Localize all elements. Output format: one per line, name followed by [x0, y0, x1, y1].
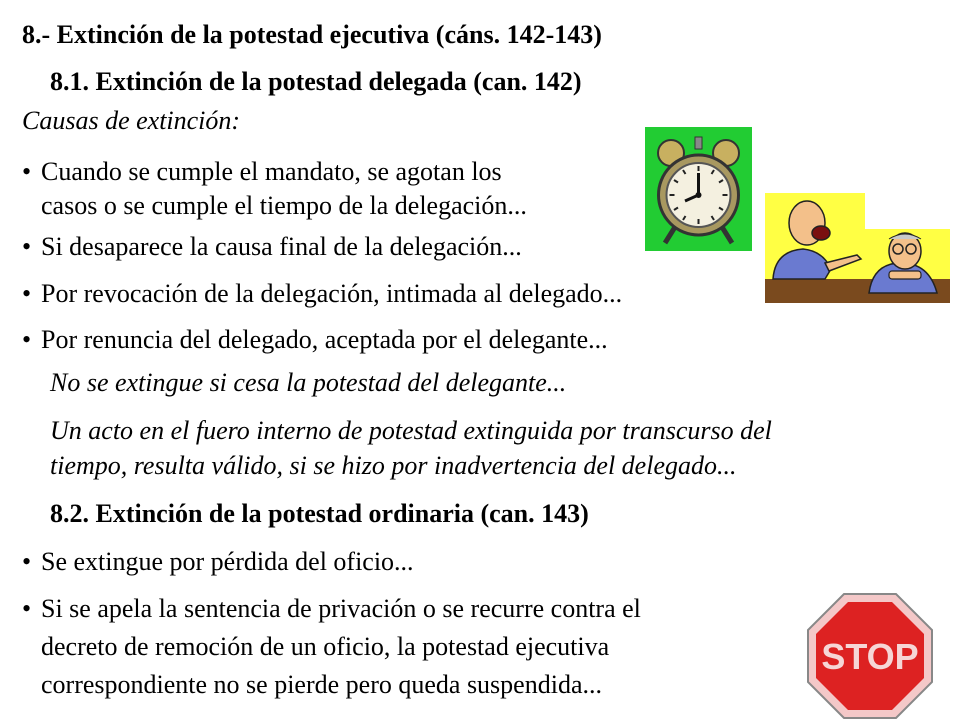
slide-title: 8.- Extinción de la potestad ejecutiva (cáns. 142-143): [22, 20, 602, 49]
bullet-5: • Se extingue por pérdida del oficio...: [22, 547, 414, 577]
arguing-men-icon: [765, 193, 950, 303]
bullet-1-line-1: • Cuando se cumple el mandato, se agotan los: [22, 157, 502, 187]
bullet-6-line-2: decreto de remoción de un oficio, la potestad ejecutiva: [41, 632, 610, 661]
alarm-clock-icon: [645, 127, 752, 251]
causes-label: Causas de extinción:: [22, 106, 241, 135]
note-1: No se extingue si cesa la potestad del delegante...: [50, 368, 567, 397]
section2-title: 8.2. Extinción de la potestad ordinaria (can. 143): [50, 499, 589, 528]
bullet-6-line-1: • Si se apela la sentencia de privación o se recurre contra el: [22, 594, 641, 624]
stop-sign-text: STOP: [821, 636, 919, 677]
bullet-3: • Por revocación de la delegación, intimada al delegado...: [22, 279, 622, 309]
bullet-1-line-2: casos o se cumple el tiempo de la delegación...: [41, 191, 527, 220]
note-2-line-1: Un acto en el fuero interno de potestad extinguida por transcurso del: [50, 416, 772, 445]
stop-sign-icon: [806, 592, 934, 720]
section1-title: 8.1. Extinción de la potestad delegada (can. 142): [50, 67, 582, 96]
bullet-2: • Si desaparece la causa final de la delegación...: [22, 232, 522, 262]
bullet-4: • Por renuncia del delegado, aceptada por el delegante...: [22, 325, 608, 355]
bullet-6-line-3: correspondiente no se pierde pero queda suspendida...: [41, 670, 602, 699]
note-2-line-2: tiempo, resulta válido, si se hizo por inadvertencia del delegado...: [50, 451, 737, 480]
